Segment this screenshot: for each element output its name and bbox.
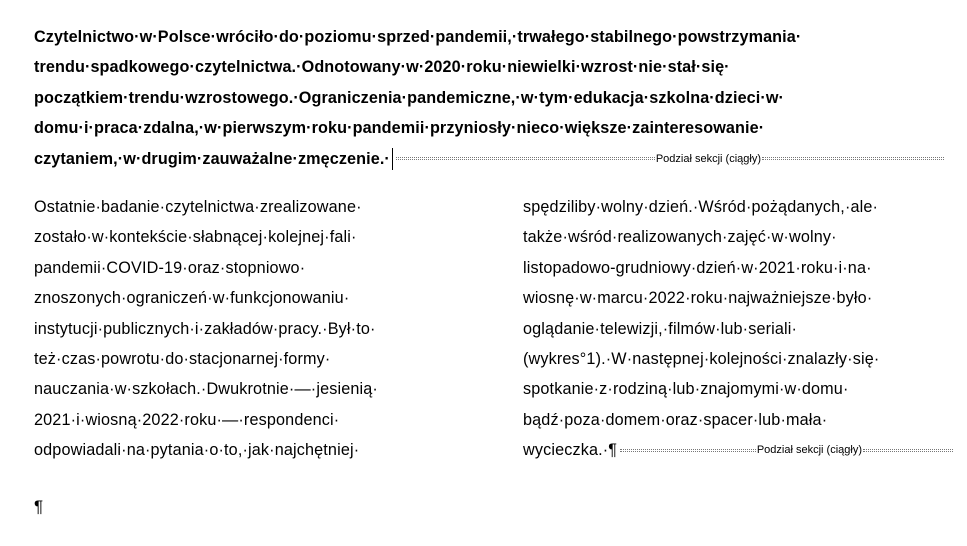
text-line: instytucji·publicznych·i·zakładów·pracy.·Był·to· <box>34 319 376 338</box>
section-break-line <box>620 449 756 452</box>
text-cursor <box>392 148 393 170</box>
section-break-label: Podział sekcji (ciągły) <box>655 152 761 165</box>
text-line: spotkanie·z·rodziną·lub·znajomymi·w·domu· <box>523 380 849 399</box>
text-line: pandemii·COVID-19·oraz·stopniowo· <box>34 258 306 277</box>
text-line: Czytelnictwo·w·Polsce·wróciło·do·poziomu·sprzed·pandemii,·trwałego·stabilnego·powstrzymania· <box>34 28 802 46</box>
text-line: 2021·i·wiosną·2022·roku·—·respondenci· <box>34 410 340 429</box>
paragraph-mark: ¶ <box>34 497 44 516</box>
text-line: znoszonych·ograniczeń·w·funkcjonowaniu· <box>34 289 350 308</box>
text-line: początkiem·trendu·wzrostowego.·Ograniczenia·pandemiczne,·w·tym·edukacja·szkolna·dzieci·w· <box>34 88 785 107</box>
text-line: wiosnę·w·marcu·2022·roku·najważniejsze·było· <box>523 289 873 308</box>
section-break-line <box>396 157 655 160</box>
text-line: odpowiadali·na·pytania·o·to,·jak·najchętniej· <box>34 441 360 460</box>
text-line: nauczania·w·szkołach.·Dwukrotnie·—·jesienią· <box>34 380 378 399</box>
text-line: bądź·poza·domem·oraz·spacer·lub·mała· <box>523 410 828 429</box>
bold-intro-paragraph[interactable] <box>34 22 954 174</box>
text-line: oglądanie·telewizji,·filmów·lub·seriali· <box>523 319 798 338</box>
text-line: domu·i·praca·zdalna,·w·pierwszym·roku·pandemii·przyniosły·nieco·większe·zainteresowanie· <box>34 119 765 138</box>
text-line: listopadowo-grudniowy·dzień·w·2021·roku·i·na· <box>523 258 872 277</box>
text-line: czytaniem,·w·drugim·zauważalne·zmęczenie.· Podział sekcji (ciągły) <box>34 144 954 174</box>
text-line: też·czas·powrotu·do·stacjonarnej·formy· <box>34 349 331 368</box>
text-line: Ostatnie·badanie·czytelnictwa·zrealizowane· <box>34 198 362 216</box>
text-line: spędziliby·wolny·dzień.·Wśród·pożądanych,·ale· <box>523 198 879 216</box>
text-line: wycieczka.·¶ Podział sekcji (ciągły) <box>523 435 953 465</box>
text-line: trendu·spadkowego·czytelnictwa.·Odnotowany·w·2020·roku·niewielki·wzrost·nie·stał·się· <box>34 58 730 77</box>
text-line: (wykres°1).·W·następnej·kolejności·znalazły·się· <box>523 349 880 368</box>
section-break-label: Podział sekcji (ciągły) <box>756 444 862 457</box>
text-line: także·wśród·realizowanych·zajęć·w·wolny· <box>523 228 837 247</box>
section-break-continuous <box>620 444 953 456</box>
section-break-continuous <box>396 153 944 165</box>
section-break-line <box>863 449 953 452</box>
text-line: zostało·w·kontekście·słabnącej·kolejnej·fali· <box>34 228 357 247</box>
section-break-line <box>762 157 944 160</box>
left-text-column[interactable] <box>34 192 474 466</box>
right-text-column[interactable] <box>523 192 953 466</box>
